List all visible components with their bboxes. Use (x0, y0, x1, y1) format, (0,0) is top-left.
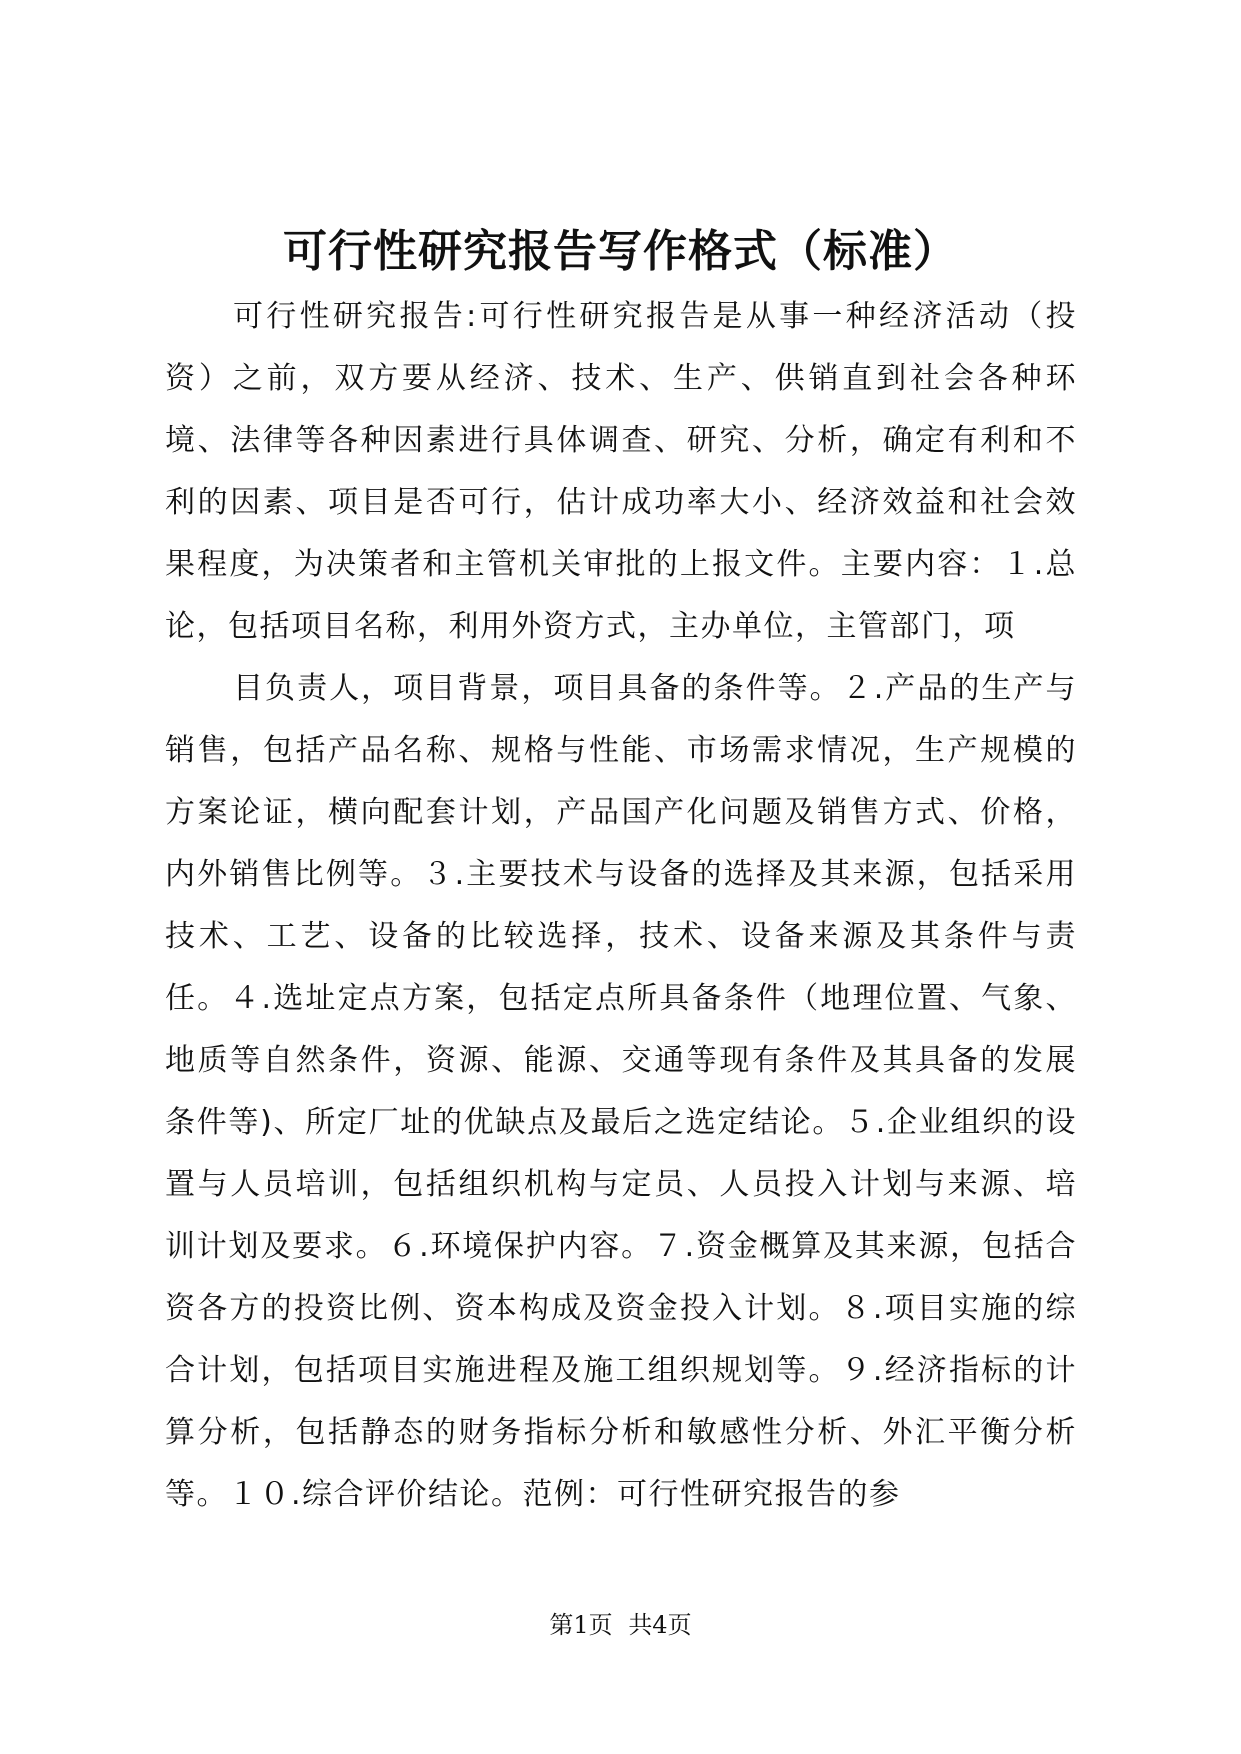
page-total: 共4页 (628, 1611, 692, 1639)
document-body (165, 286, 1077, 1526)
body-paragraph-2: 目负责人，项目背景，项目具备的条件等。２.产品的生产与销售，包括产品名称、规格与性能、市场需求情况，生产规模的方案论证，横向配套计划，产品国产化问题及销售方式、价格，内外销售比例等。３.主要技术与设备的选择及其来源，包括采用技术、工艺、设备的比较选择，技术、设备来源及其条件与责任。４.选址定点方案，包括定点所具备条件（地理位置、气象、地质等自然条件，资源、能源、交通等现有条件及其具备的发展条件等)、所定厂址的优缺点及最后之选定结论。５.企业组织的设置与人员培训，包括组织机构与定员、人员投入计划与来源、培训计划及要求。６.环境保护内容。７.资金概算及其来源，包括合资各方的投资比例、资本构成及资金投入计划。８.项目实施的综合计划，包括项目实施进程及施工组织规划等。９.经济指标的计算分析，包括静态的财务指标分析和敏感性分析、外汇平衡分析等。１０.综合评价结论。范例：可行性研究报告的参 (165, 671, 1077, 1512)
page-number: 第1页 (549, 1611, 613, 1639)
page-footer (0, 1610, 1241, 1640)
body-paragraph-1: 可行性研究报告:可行性研究报告是从事一种经济活动（投资）之前，双方要从经济、技术、生产、供销直到社会各种环境、法律等各种因素进行具体调查、研究、分析，确定有利和不利的因素、项目是否可行，估计成功率大小、经济效益和社会效果程度，为决策者和主管机关审批的上报文件。主要内容：１.总论，包括项目名称，利用外资方式，主办单位，主管部门，项 (165, 299, 1077, 644)
document-title: 可行性研究报告写作格式（标准） (283, 226, 958, 277)
